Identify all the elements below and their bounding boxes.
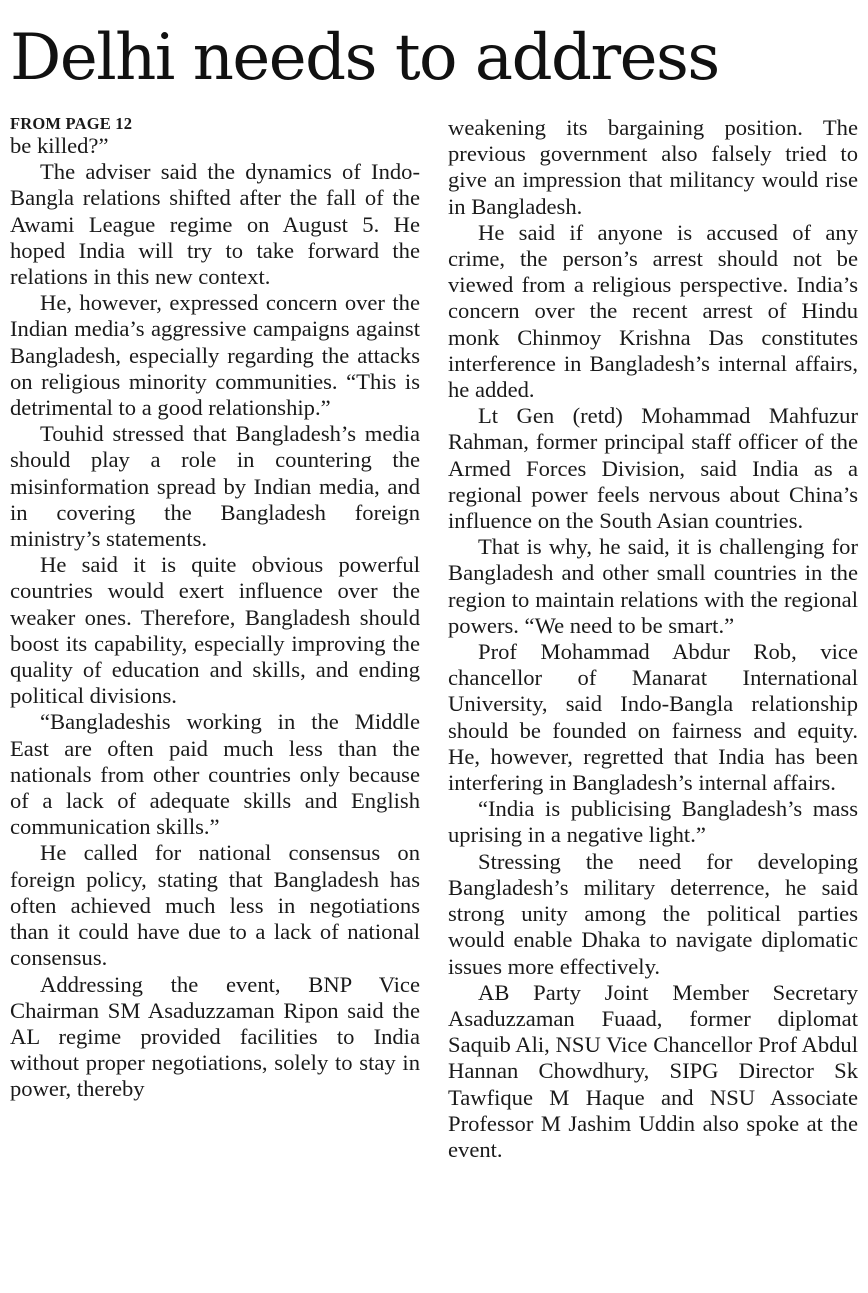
paragraph: weakening its bargaining position. The previous government also falsely tried to give an impression that militancy would rise in Bangladesh.: [448, 115, 858, 219]
paragraph: He called for national consensus on foreign policy, stating that Bangladesh has often achieved much less in negotiations than it could have due to a lack of national consensus.: [10, 840, 420, 971]
paragraph: be killed?”: [10, 133, 109, 158]
paragraph: Stressing the need for developing Bangladesh’s military deterrence, he said strong unity among the political parties would enable Dhaka to navigate diplomatic issues more effectively.: [448, 848, 858, 979]
paragraph: He said if anyone is accused of any crime, the person’s arrest should not be viewed from a religious perspective. India’s concern over the recent arrest of Hindu monk Chinmoy Krishna Das constitutes interference in Bangladesh’s internal affairs, he added.: [448, 219, 858, 403]
paragraph: Addressing the event, BNP Vice Chairman SM Asaduzzaman Ripon said the AL regime provided facilities to India without proper negotiations, solely to stay in power, thereby: [10, 971, 420, 1102]
paragraph: AB Party Joint Member Secretary Asaduzzaman Fuaad, former diplomat Saquib Ali, NSU Vice Chancellor Prof Abdul Hannan Chowdhury, SIPG Director Sk Tawfique M Haque and NSU Associate Professor M Jashim Uddin also spoke at the event.: [448, 979, 858, 1162]
paragraph: “Bangladeshis working in the Middle East are often paid much less than the nationals from other countries only because of a lack of adequate skills and English communication skills.”: [10, 709, 420, 840]
paragraph: “India is publicising Bangladesh’s mass uprising in a negative light.”: [448, 796, 858, 848]
paragraph: Lt Gen (retd) Mohammad Mahfuzur Rahman, former principal staff officer of the Armed Forces Division, said India as a regional power feels nervous about China’s influence on the South Asian countries.: [448, 403, 858, 534]
paragraph: That is why, he said, it is challenging for Bangladesh and other small countries in the region to maintain relations with the regional powers. “We need to be smart.”: [448, 534, 858, 638]
paragraph: The adviser said the dynamics of Indo-Bangla relations shifted after the fall of the Awami League regime on August 5. He hoped India will try to take forward the relations in this new context.: [10, 159, 420, 290]
article-column-right: [448, 115, 858, 1163]
article-column-left: [10, 115, 420, 1103]
paragraph: Touhid stressed that Bangladesh’s media should play a role in countering the misinformation spread by Indian media, and in covering the Bangladesh foreign ministry’s statements.: [10, 421, 420, 552]
headline: Delhi needs to address: [10, 21, 719, 95]
paragraph: He said it is quite obvious powerful countries would exert influence over the weaker ones. Therefore, Bangladesh should boost its capability, especially improving the quality of education and skills, and ending political divisions.: [10, 552, 420, 709]
paragraph: Prof Mohammad Abdur Rob, vice chancellor of Manarat International University, said Indo-Bangla relationship should be founded on fairness and equity. He, however, regretted that India has been interfering in Bangladesh’s internal affairs.: [448, 639, 858, 796]
paragraph: He, however, expressed concern over the Indian media’s aggressive campaigns against Bangladesh, especially regarding the attacks on religious minority communities. “This is detrimental to a good relationship.”: [10, 290, 420, 421]
jump-label: FROM PAGE 12: [10, 114, 133, 133]
